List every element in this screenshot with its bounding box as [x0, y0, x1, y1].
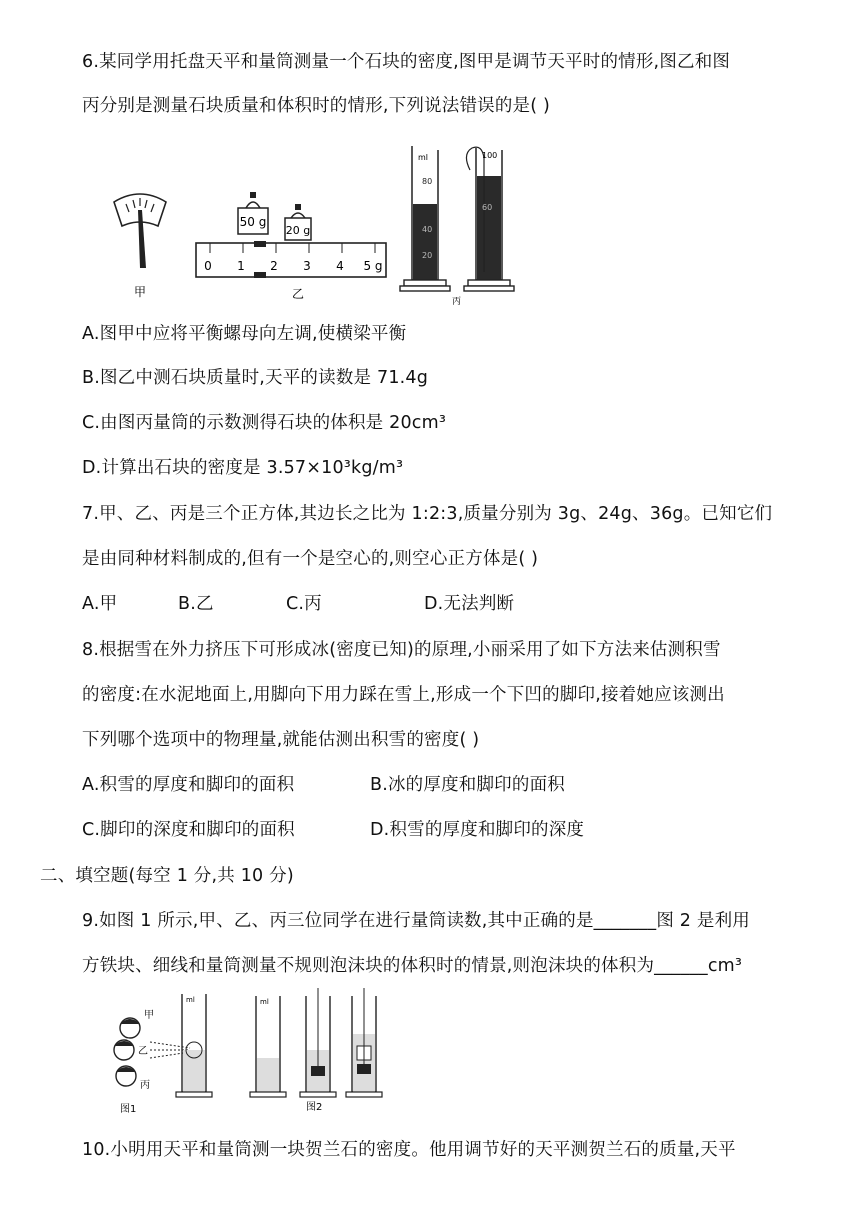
q8-option-c: C.脚印的深度和脚印的面积 — [82, 820, 295, 840]
cyl-before-scale-80: 80 — [422, 177, 433, 186]
q7-option-d: D.无法判断 — [424, 594, 515, 614]
q7-text-line-1: 7.甲、乙、丙是三个正方体,其边长之比为 1:2:3,质量分别为 3g、24g、36g。已知它们 — [82, 504, 773, 524]
cyl-after-scale-60: 60 — [482, 203, 493, 212]
weights — [238, 192, 311, 240]
section-2-title: 二、填空题(每空 1 分,共 10 分) — [40, 866, 294, 886]
q9-text-line-2: 方铁块、细线和量筒测量不规则泡沫块的体积时的情景,则泡沫块的体积为______cm³ — [82, 956, 743, 976]
q6-option-c: C.由图丙量筒的示数测得石块的体积是 20cm³ — [82, 413, 447, 433]
person-yi — [114, 1040, 148, 1060]
ruler-tick-0: 0 — [204, 259, 212, 273]
q6-option-b: B.图乙中测石块质量时,天平的读数是 71.4g — [82, 368, 429, 388]
weight-50g-label: 50 g — [239, 215, 267, 229]
ruler-tick-4: 4 — [336, 259, 344, 273]
weight-20g-label: 20 g — [285, 224, 311, 237]
person-label-yi: 乙 — [138, 1046, 148, 1057]
label-bing: 丙 — [452, 297, 462, 307]
q6-text-line-2: 丙分别是测量石块质量和体积时的情形,下列说法错误的是( ) — [82, 96, 551, 116]
cylinder-before — [400, 146, 450, 291]
q6-figure-balance — [100, 140, 520, 310]
q8-options-row-1 — [82, 771, 782, 799]
balance-pointer-gauge — [114, 194, 166, 268]
person-label-jia: 甲 — [144, 1010, 154, 1021]
q8-option-a: A.积雪的厚度和脚印的面积 — [82, 775, 295, 795]
cyl-before-scale-20: 20 — [422, 251, 433, 260]
fig1-cyl-unit: ml — [186, 996, 195, 1004]
ruler-tick-5: 5 g — [363, 259, 383, 273]
fig2-cylinder-3 — [346, 988, 382, 1097]
person-jia — [120, 1009, 154, 1038]
fig1-cylinder — [176, 994, 212, 1097]
q10-text-line-1: 10.小明用天平和量筒测一块贺兰石的密度。他用调节好的天平测贺兰石的质量,天平 — [82, 1140, 736, 1160]
q7-text-line-2: 是由同种材料制成的,但有一个是空心的,则空心正方体是( ) — [82, 549, 539, 569]
q7-option-a: A.甲 — [82, 594, 118, 614]
ruler-tick-2: 2 — [270, 259, 278, 273]
q7-option-c: C.丙 — [286, 594, 322, 614]
fig1-caption: 图1 — [120, 1104, 137, 1115]
q8-options-row-2 — [82, 816, 782, 844]
q8-text-line-1: 8.根据雪在外力挤压下可形成冰(密度已知)的原理,小丽采用了如下方法来估测积雪 — [82, 640, 721, 660]
label-jia: 甲 — [134, 285, 147, 299]
person-label-bing: 丙 — [140, 1080, 150, 1091]
cyl-after-scale-100: 100 — [482, 151, 498, 160]
q8-option-d: D.积雪的厚度和脚印的深度 — [370, 820, 585, 840]
cylinder-after — [464, 147, 514, 291]
q6-text-line-1: 6.某同学用托盘天平和量筒测量一个石块的密度,图甲是调节天平时的情形,图乙和图 — [82, 52, 731, 72]
q7-option-b: B.乙 — [178, 594, 214, 614]
ruler-tick-1: 1 — [237, 259, 245, 273]
q6-option-d: D.计算出石块的密度是 3.57×10³kg/m³ — [82, 458, 404, 478]
q7-options — [82, 590, 782, 618]
fig2-cylinder-1 — [250, 996, 286, 1097]
cyl-before-unit: ml — [418, 153, 429, 162]
q8-text-line-3: 下列哪个选项中的物理量,就能估测出积雪的密度( ) — [82, 730, 480, 750]
fig2-caption: 图2 — [306, 1102, 323, 1113]
q8-text-line-2: 的密度:在水泥地面上,用脚向下用力踩在雪上,形成一个下凹的脚印,接着她应该测出 — [82, 685, 725, 705]
cyl-before-scale-40: 40 — [422, 225, 433, 234]
q9-figure-cylinders — [102, 988, 392, 1118]
fig2-cyl1-unit: ml — [260, 998, 269, 1006]
q8-option-b: B.冰的厚度和脚印的面积 — [370, 775, 565, 795]
q6-option-a: A.图甲中应将平衡螺母向左调,使横梁平衡 — [82, 324, 407, 344]
beam-ruler — [196, 241, 386, 278]
person-bing — [116, 1066, 150, 1091]
fig2-cylinder-2 — [300, 988, 336, 1097]
label-yi: 乙 — [292, 287, 305, 301]
ruler-tick-3: 3 — [303, 259, 311, 273]
q9-text-line-1: 9.如图 1 所示,甲、乙、丙三位同学在进行量筒读数,其中正确的是_______图 2 是利用 — [82, 911, 750, 931]
